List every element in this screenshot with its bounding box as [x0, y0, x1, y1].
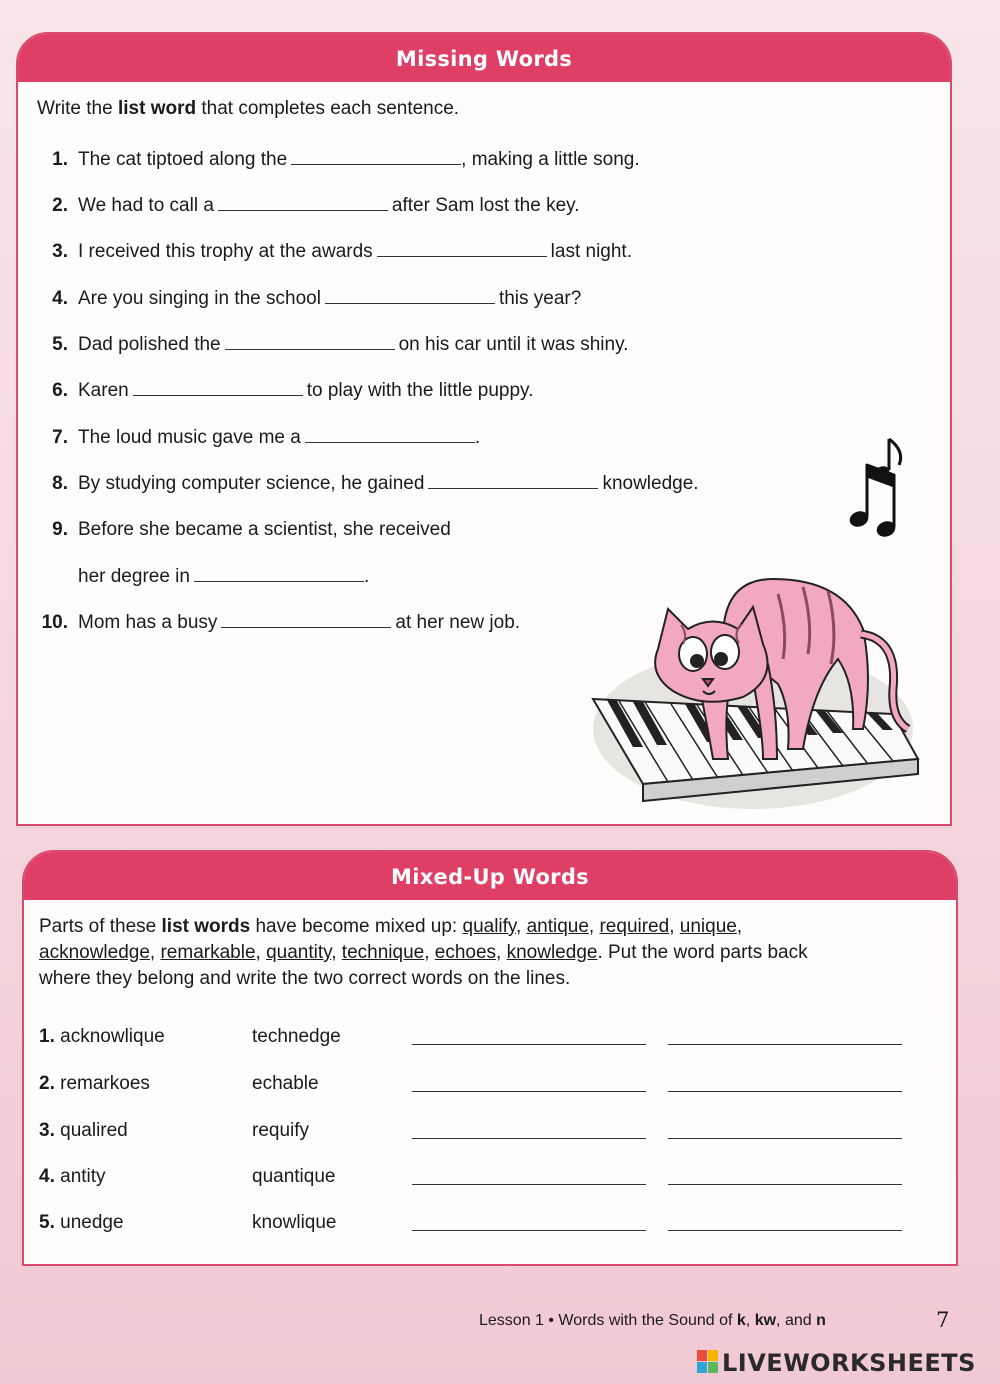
- cat-piano-illustration: [563, 429, 933, 819]
- watermark: LIVEWORKSHEETS: [722, 1349, 976, 1377]
- mixed-row-3: 3. qualired: [39, 1120, 128, 1141]
- answer-blank[interactable]: [133, 394, 303, 396]
- mixed-row-1-right: technedge: [252, 1026, 341, 1047]
- answer-blank[interactable]: [225, 348, 395, 350]
- music-note-icon: [848, 439, 900, 539]
- mixed-row-2: 2. remarkoes: [39, 1073, 150, 1094]
- answer-line[interactable]: [668, 1044, 902, 1045]
- mixed-up-words-section: [22, 850, 958, 1266]
- answer-blank[interactable]: [291, 163, 461, 165]
- mixed-row-4: 4. antity: [39, 1166, 106, 1187]
- answer-line[interactable]: [668, 1230, 902, 1231]
- mixed-row-4-right: quantique: [252, 1166, 336, 1187]
- missing-words-section: Missing Words Write the list word that completes each sentence. 1. The cat tiptoed along the , making a little song. 2. We had to call a after Sam lost the key. 3. I received this trophy at the awards last night. 4. Are you singing in the school this year? 5. Dad polished the on his car until it was shiny. 6. Karen to play with the little puppy. 7. The loud music gave me a . 8. By studying computer science, he gained knowledge. 9. Before she became a scientist, she received her degree in . 10. Mom has a busy at her new job.: [16, 32, 952, 826]
- missing-words-instruction: Write the list word that completes each sentence.: [37, 98, 460, 119]
- mixed-row-2-right: echable: [252, 1073, 319, 1094]
- answer-line[interactable]: [412, 1044, 646, 1045]
- answer-line[interactable]: [412, 1184, 646, 1185]
- answer-line[interactable]: [668, 1091, 902, 1092]
- answer-line[interactable]: [412, 1138, 646, 1139]
- answer-blank[interactable]: [377, 255, 547, 257]
- mixed-row-3-right: requify: [252, 1120, 310, 1141]
- mixed-up-words-title: Mixed-Up Words: [24, 852, 956, 900]
- answer-blank[interactable]: [194, 580, 364, 582]
- lesson-footer: Lesson 1 • Words with the Sound of k, kw, and n: [479, 1312, 826, 1329]
- page-number: 7: [936, 1308, 950, 1332]
- mixed-row-1: 1. acknowlique: [39, 1026, 165, 1047]
- answer-blank[interactable]: [218, 209, 388, 211]
- answer-line[interactable]: [668, 1184, 902, 1185]
- answer-line[interactable]: [668, 1138, 902, 1139]
- missing-words-title: Missing Words: [18, 34, 950, 82]
- answer-line[interactable]: [412, 1091, 646, 1092]
- answer-blank[interactable]: [221, 626, 391, 628]
- mixed-row-5-right: knowlique: [252, 1212, 337, 1233]
- answer-blank[interactable]: [305, 441, 475, 443]
- answer-blank[interactable]: [325, 302, 495, 304]
- mixed-up-words-instruction: Parts of these list words have become mixed up: qualify, antique, required, unique, acknowledge, remarkable, quantity, technique, echoes, knowledge. Put the word parts back where they belong and write the two correct words on the lines.: [39, 916, 808, 989]
- mixed-row-5: 5. unedge: [39, 1212, 124, 1233]
- liveworksheets-logo-icon: [697, 1350, 719, 1374]
- answer-line[interactable]: [412, 1230, 646, 1231]
